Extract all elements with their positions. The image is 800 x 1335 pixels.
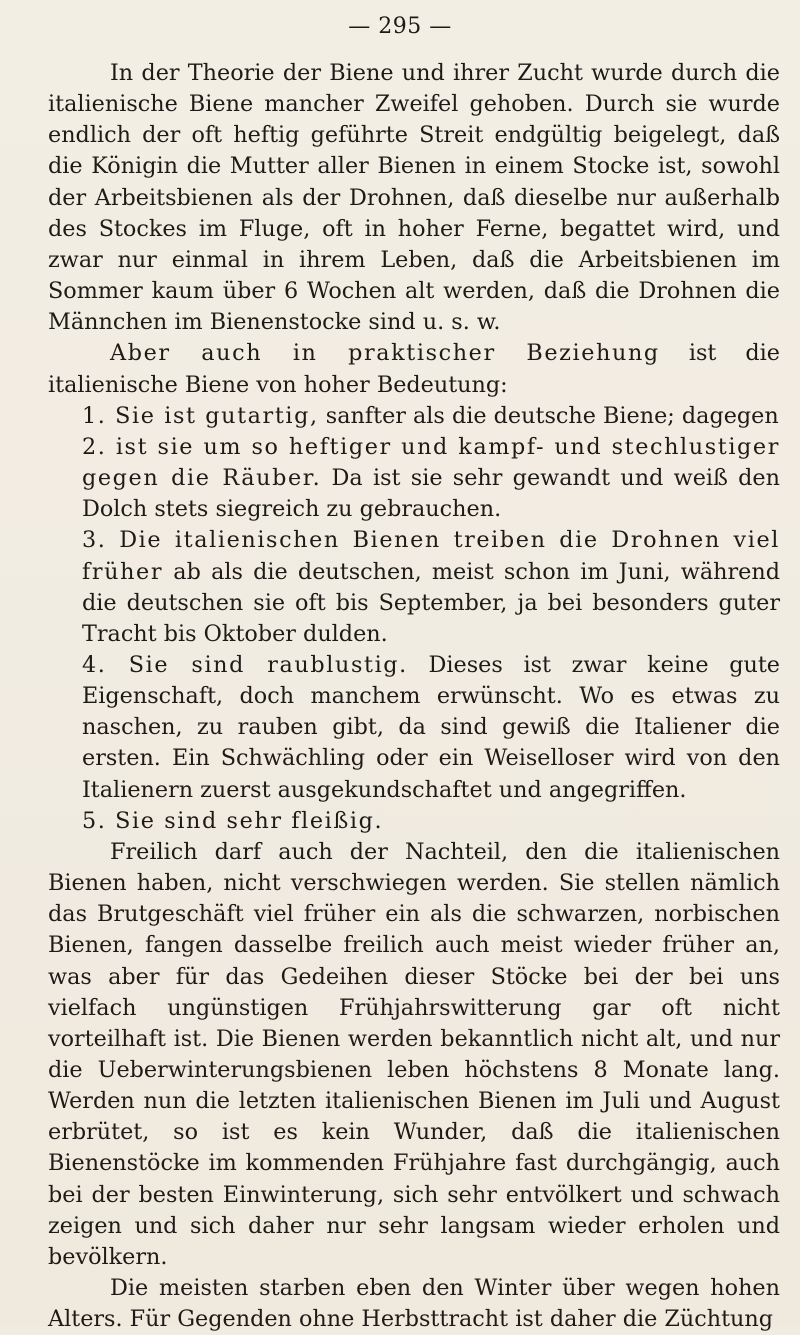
list-item-1 [48,401,780,432]
paragraph-intro: In der Theorie der Biene und ihrer Zucht wurde durch die italienische Biene mancher Zweifel gehoben. Durch sie wurde endlich der oft heftig geführte Streit endgültig beigelegt, daß die Königin die Mutter aller Bienen in einem Stocke ist, sowohl der Arbeitsbienen als der Drohnen, daß dieselbe nur außerhalb des Stockes im Fluge, oft in hoher Ferne, begattet wird, und zwar nur einmal in ihrem Leben, daß die Arbeitsbienen im Sommer kaum über 6 Wochen alt werden, daß die Drohnen die Männchen im Bienenstocke sind u. s. w. [48,60,780,336]
paragraph-disadvantage: Freilich darf auch der Nachteil, den die italienischen Bienen haben, nicht verschwiegen werden. Sie stellen nämlich das Brutgeschäft viel früher ein als die schwarzen, norbischen Bienen, fangen dasselbe freilich auch meist wieder früher an, was aber für das Gedeihen dieser Stöcke bei der bei uns vielfach ungünstigen Frühjahrswitterung gar oft nicht vorteilhaft ist. Die Bienen werden bekanntlich nicht alt, und nur die Ueberwinterungsbienen leben höchstens 8 Monate lang. Werden nun die letzten italienischen Bienen im Juli und August erbrütet, so ist es kein Wunder, daß die italienischen Bienenstöcke im kommenden Frühjahre fast durchgängig, auch bei der besten Einwinterung, sich sehr entvölkert und schwach zeigen und sich daher nur sehr langsam wieder erholen und bevölkern. [48,838,780,1270]
list-item-4 [48,650,780,806]
list-item-1-emphasis: 1. Sie ist gutartig, [82,402,319,429]
list-item-2 [48,432,780,525]
list-item-3-emphasis: 3. Die italienischen Bienen treiben die Drohnen viel früher [82,527,780,585]
paragraph-practical-rest: ist die italienische Biene von hoher Bedeutung: [48,340,781,398]
list-item-3-text: ab als die deutschen, meist schon im Juni, während die deutschen sie oft bis September, ja bei besonders guter Tracht bis Oktober dulden. [82,558,780,647]
list-item-3 [48,525,780,650]
paragraph-practical-heading [48,338,780,400]
list-item-2-emphasis: 2. ist sie um so heftiger und kampf- und stechlustiger gegen die Räuber. [82,433,780,492]
page-number: — 295 — [348,14,452,39]
list-item-5 [48,806,780,837]
emphasis-practical: Aber auch in praktischer Beziehung [110,340,660,367]
list-item-4-text: Dieses ist zwar keine gute Eigenschaft, doch manchem erwünscht. Wo es etwas zu naschen, zu rauben gibt, da sind gewiß die Italiener die ersten. Ein Schwächling oder ein Weiselloser wird von den Italienern zuerst ausgekundschaftet und angegriffen. [82,651,780,803]
list-item-4-emphasis: 4. Sie sind raublustig. [82,651,408,678]
paragraph-winter: Die meisten starben eben den Winter über wegen hohen Alters. Für Gegenden ohne Herbsttracht ist daher die Züchtung [48,1275,780,1333]
list-item-1-text: sanfter als die deutsche Biene; dagegen [318,402,779,429]
list-item-5-emphasis: 5. Sie sind sehr fleißig. [82,807,384,834]
list-item-2-text: Da ist sie sehr gewandt und weiß den Dolch stets siegreich zu gebrauchen. [82,465,780,523]
page-text [48,58,780,1335]
